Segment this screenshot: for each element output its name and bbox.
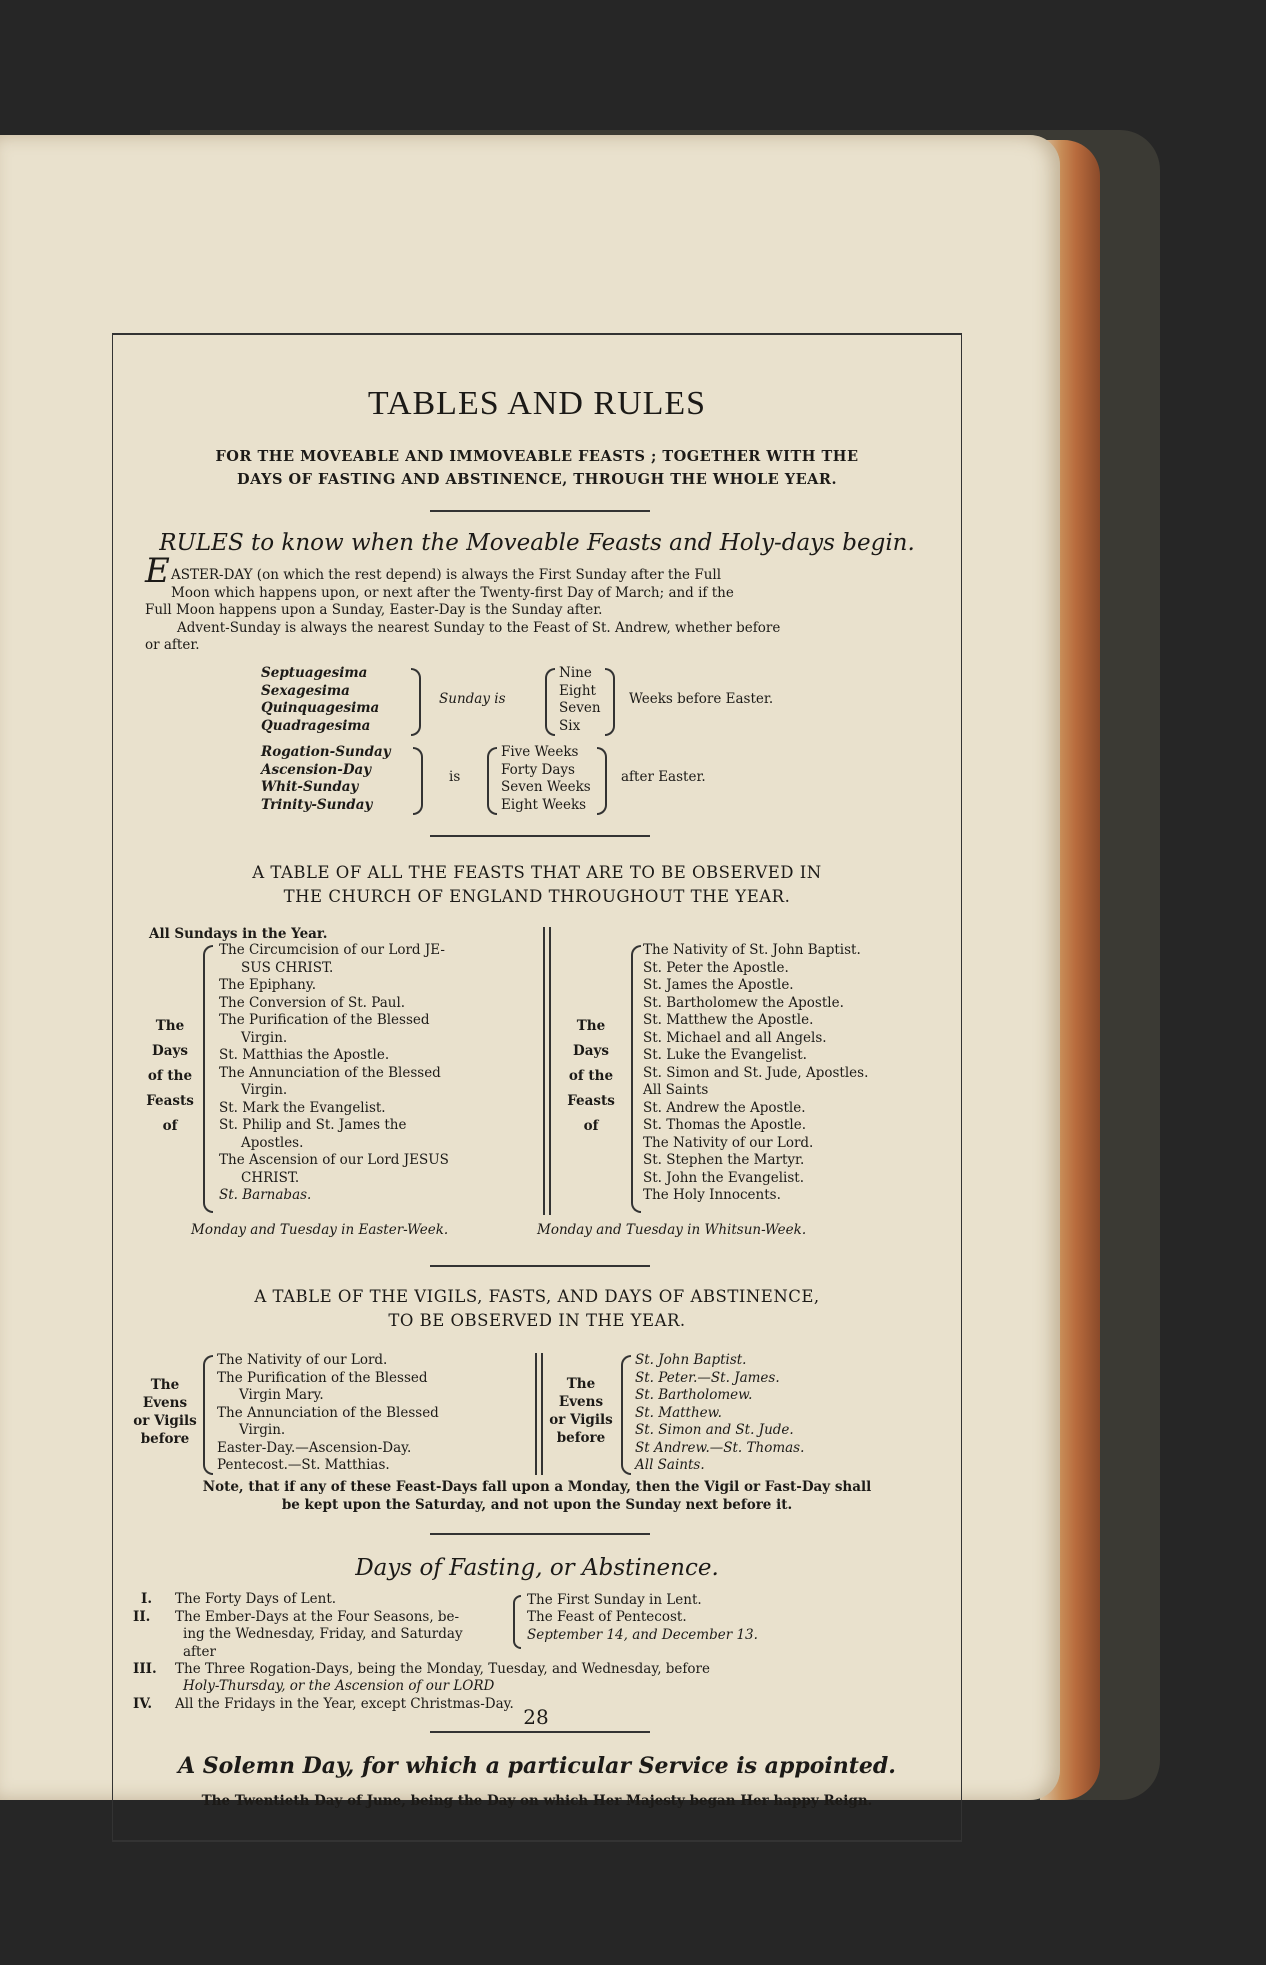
side-label-word: before: [140, 1431, 190, 1447]
vigil-item: St. John Baptist.: [635, 1352, 747, 1368]
brace: [487, 747, 497, 815]
group1-result: Weeks before Easter.: [629, 691, 774, 707]
group2-counts: [501, 744, 591, 814]
vigil-item: All Saints.: [635, 1457, 705, 1473]
note-line: be kept upon the Saturday, and not upon the Sunday next before it.: [281, 1496, 793, 1513]
item-text: All the Fridays in the Year, except Christmas-Day.: [175, 1695, 514, 1712]
brace: [605, 668, 615, 736]
page-frame: [112, 333, 962, 1842]
feast-item: The Purification of the Blessed: [219, 1012, 430, 1028]
vigils-heading: [113, 1285, 961, 1333]
vigil-item: Easter-Day.—Ascension-Day.: [217, 1439, 412, 1456]
vigil-item: Virgin Mary.: [239, 1387, 324, 1403]
group2-names: [261, 744, 411, 814]
vigil-item: Virgin.: [239, 1422, 286, 1438]
vigils-right-list: [635, 1352, 935, 1475]
side-label-word: of the: [147, 1068, 193, 1084]
feasts-right-list: [643, 942, 943, 1205]
item-line: The Three Rogation-Days, being the Monday, Tuesday, and Wednesday, before: [175, 1660, 710, 1677]
item-number: III.: [133, 1660, 157, 1677]
feast-item: St. Matthew the Apostle.: [643, 1012, 814, 1028]
side-label-word: Evens: [558, 1394, 604, 1410]
vigils-side-label-left: [129, 1376, 201, 1448]
fasting-item-iii: [133, 1661, 943, 1696]
side-label-word: of the: [568, 1068, 614, 1084]
group1-counts: [559, 665, 601, 735]
item-line: The Feast of Pentecost.: [527, 1609, 687, 1625]
feast-item: Virgin.: [241, 1029, 288, 1046]
column-divider: [549, 927, 551, 1215]
heading-line: A TABLE OF THE VIGILS, FASTS, AND DAYS OF ABSTINENCE,: [254, 1287, 820, 1306]
feasts-side-label-left: [137, 1014, 203, 1139]
item-line: The First Sunday in Lent.: [527, 1591, 702, 1608]
feasts-side-label-right: [553, 1014, 629, 1139]
vigil-item: St. Peter.—St. James.: [635, 1369, 780, 1386]
side-label-word: or Vigils: [549, 1412, 613, 1428]
heading-line: TO BE OBSERVED IN THE YEAR.: [388, 1311, 686, 1330]
vigils-left-list: [217, 1352, 537, 1475]
vigil-item: St. Bartholomew.: [635, 1387, 753, 1403]
note-line: Note, that if any of these Feast-Days fall upon a Monday, then the Vigil or Fast-Day shall: [202, 1479, 872, 1495]
count: Seven: [559, 700, 601, 716]
item-line: after: [183, 1643, 216, 1660]
feast-item: The Nativity of St. John Baptist.: [643, 942, 861, 958]
vigil-item: The Annunciation of the Blessed: [217, 1404, 439, 1421]
side-label-word: The: [566, 1376, 596, 1392]
page-title: TABLES AND RULES: [367, 385, 707, 422]
item-number: I.: [141, 1591, 153, 1607]
vigil-item: Pentecost.—St. Matthias.: [217, 1457, 390, 1473]
count: Eight Weeks: [501, 796, 587, 813]
easter-line: Full Moon happens upon a Sunday, Easter-Day is the Sunday after.: [145, 602, 603, 618]
count: Five Weeks: [501, 744, 579, 760]
brace: [597, 747, 607, 815]
side-label-word: The: [155, 1018, 185, 1034]
feast-name: Ascension-Day: [261, 761, 372, 778]
rules-heading: RULES to know when the Moveable Feasts and Holy-days begin.: [159, 530, 915, 556]
fasting-list: [133, 1591, 943, 1713]
feast-item: St. James the Apostle.: [643, 977, 794, 993]
count: Eight: [559, 682, 596, 699]
book-page: [0, 135, 1060, 1809]
side-label-word: before: [556, 1430, 606, 1446]
feast-item: The Ascension of our Lord JESUS: [219, 1152, 449, 1168]
side-label-word: Days: [152, 1043, 188, 1059]
brace: [203, 1355, 213, 1475]
divider: [430, 1731, 650, 1733]
feast-item: St. Stephen the Martyr.: [643, 1152, 805, 1168]
feast-name: Whit-Sunday: [261, 779, 359, 795]
feasts-left-list: [219, 942, 537, 1205]
feast-item: The Epiphany.: [219, 977, 316, 993]
feast-item: The Nativity of our Lord.: [643, 1134, 814, 1151]
side-label-word: of: [162, 1118, 178, 1134]
side-label-word: Feasts: [146, 1093, 194, 1109]
feast-item: SUS CHRIST.: [241, 959, 334, 976]
advent-line: or after.: [145, 637, 200, 653]
item-text: The Forty Days of Lent.: [175, 1591, 337, 1607]
heading-line: A TABLE OF ALL THE FEASTS THAT ARE TO BE OBSERVED IN: [252, 863, 822, 882]
feast-item: St. Michael and all Angels.: [643, 1029, 827, 1046]
feast-name: Trinity-Sunday: [261, 796, 373, 813]
easter-line: ASTER-DAY (on which the rest depend) is always the First Sunday after the Full: [171, 567, 722, 583]
group1-names: [261, 665, 401, 735]
item-number: II.: [133, 1608, 151, 1625]
feast-item: The Conversion of St. Paul.: [219, 994, 406, 1011]
side-label-word: Days: [573, 1043, 609, 1059]
feast-item: The Circumcision of our Lord JE-: [219, 942, 445, 958]
side-label-word: Feasts: [567, 1093, 615, 1109]
feast-item: St. Peter the Apostle.: [643, 959, 789, 976]
side-label-word: Evens: [142, 1395, 188, 1411]
feasts-footer-left: Monday and Tuesday in Easter-Week.: [191, 1222, 449, 1238]
easter-line: Moon which happens upon, or next after the Twenty-first Day of March; and if the: [171, 584, 734, 601]
all-sundays: All Sundays in the Year.: [149, 926, 328, 942]
feast-item: St. Thomas the Apostle.: [643, 1117, 807, 1133]
item-line: September 14, and December 13.: [527, 1626, 758, 1643]
divider: [430, 510, 650, 512]
feast-item: St. Luke the Evangelist.: [643, 1047, 807, 1063]
feast-item: CHRIST.: [241, 1169, 300, 1186]
feast-item: St. Barnabas.: [219, 1187, 312, 1203]
vigil-item: St Andrew.—St. Thomas.: [635, 1439, 805, 1456]
page-number: 28: [523, 1705, 549, 1729]
divider: [430, 1533, 650, 1535]
brace: [411, 668, 421, 736]
feast-name: Sexagesima: [261, 682, 350, 699]
feasts-heading: [113, 861, 961, 909]
side-label-word: The: [150, 1377, 180, 1393]
page-subtitle: [143, 445, 931, 491]
feast-item: St. Bartholomew the Apostle.: [643, 994, 844, 1011]
easter-rule: [145, 551, 945, 655]
brace: [621, 1355, 631, 1475]
brace: [631, 945, 641, 1213]
feast-item: The Holy Innocents.: [643, 1187, 781, 1203]
vigils-side-label-right: [543, 1375, 619, 1447]
group1-mid: Sunday is: [439, 691, 506, 707]
feast-name: Septuagesima: [261, 665, 368, 681]
item-text: [175, 1609, 505, 1662]
solemn-heading: A Solemn Day, for which a particular Service is appointed.: [178, 1753, 896, 1779]
item-line: Holy-Thursday, or the Ascension of our LORD: [183, 1678, 495, 1694]
side-label-word: or Vigils: [133, 1413, 197, 1429]
feast-item: The Annunciation of the Blessed: [219, 1064, 441, 1081]
solemn-text: The Twentieth Day of June, being the Day on which Her Majesty began Her happy Reign.: [201, 1793, 873, 1809]
count: Nine: [559, 665, 592, 681]
column-divider: [543, 927, 545, 1215]
advent-line: Advent-Sunday is always the nearest Sunday to the Feast of St. Andrew, whether before: [177, 619, 781, 636]
item-line: The Ember-Days at the Four Seasons, be-: [175, 1608, 460, 1625]
group2-mid: is: [449, 769, 461, 785]
group2-result: after Easter.: [621, 769, 706, 785]
column-divider: [535, 1353, 537, 1475]
brace: [513, 1595, 521, 1649]
feast-item: St. Andrew the Apostle.: [643, 1099, 806, 1116]
feast-name: Rogation-Sunday: [261, 744, 391, 760]
brace: [203, 945, 213, 1213]
divider: [430, 835, 650, 837]
feast-item: Virgin.: [241, 1082, 288, 1098]
feast-item: All Saints: [643, 1082, 709, 1098]
vigil-item: St. Matthew.: [635, 1404, 722, 1421]
feast-item: St. Matthias the Apostle.: [219, 1047, 390, 1063]
item-line: ing the Wednesday, Friday, and Saturday: [183, 1626, 463, 1642]
feast-name: Quinquagesima: [261, 700, 380, 716]
feast-item: St. Mark the Evangelist.: [219, 1099, 386, 1116]
vigil-item: The Nativity of our Lord.: [217, 1352, 388, 1368]
feast-item: St. John the Evangelist.: [643, 1169, 805, 1186]
side-label-word: of: [583, 1118, 599, 1134]
brace: [413, 747, 423, 815]
feast-item: Apostles.: [241, 1134, 304, 1151]
side-label-word: The: [576, 1018, 606, 1034]
feasts-footer-right: Monday and Tuesday in Whitsun-Week.: [537, 1222, 807, 1238]
feast-item: St. Philip and St. James the: [219, 1117, 407, 1133]
feast-name: Quadragesima: [261, 717, 371, 734]
vigils-note: [133, 1479, 941, 1514]
count: Forty Days: [501, 761, 575, 778]
item-text: [175, 1661, 945, 1696]
divider: [430, 1265, 650, 1267]
count: Six: [559, 717, 581, 734]
count: Seven Weeks: [501, 779, 591, 795]
vigil-item: The Purification of the Blessed: [217, 1369, 428, 1386]
heading-line: THE CHURCH OF ENGLAND THROUGHOUT THE YEAR.: [283, 887, 791, 906]
subtitle-line: FOR THE MOVEABLE AND IMMOVEABLE FEASTS ; TOGETHER WITH THE: [215, 448, 859, 465]
feast-item: St. Simon and St. Jude, Apostles.: [643, 1064, 869, 1081]
brace: [545, 668, 555, 736]
fasting-heading: Days of Fasting, or Abstinence.: [355, 1555, 719, 1581]
item-right: [527, 1592, 827, 1645]
subtitle-line: DAYS OF FASTING AND ABSTINENCE, THROUGH THE WHOLE YEAR.: [237, 471, 837, 488]
item-number: IV.: [133, 1695, 153, 1712]
vigil-item: St. Simon and St. Jude.: [635, 1422, 794, 1438]
drop-cap: E: [145, 551, 170, 591]
